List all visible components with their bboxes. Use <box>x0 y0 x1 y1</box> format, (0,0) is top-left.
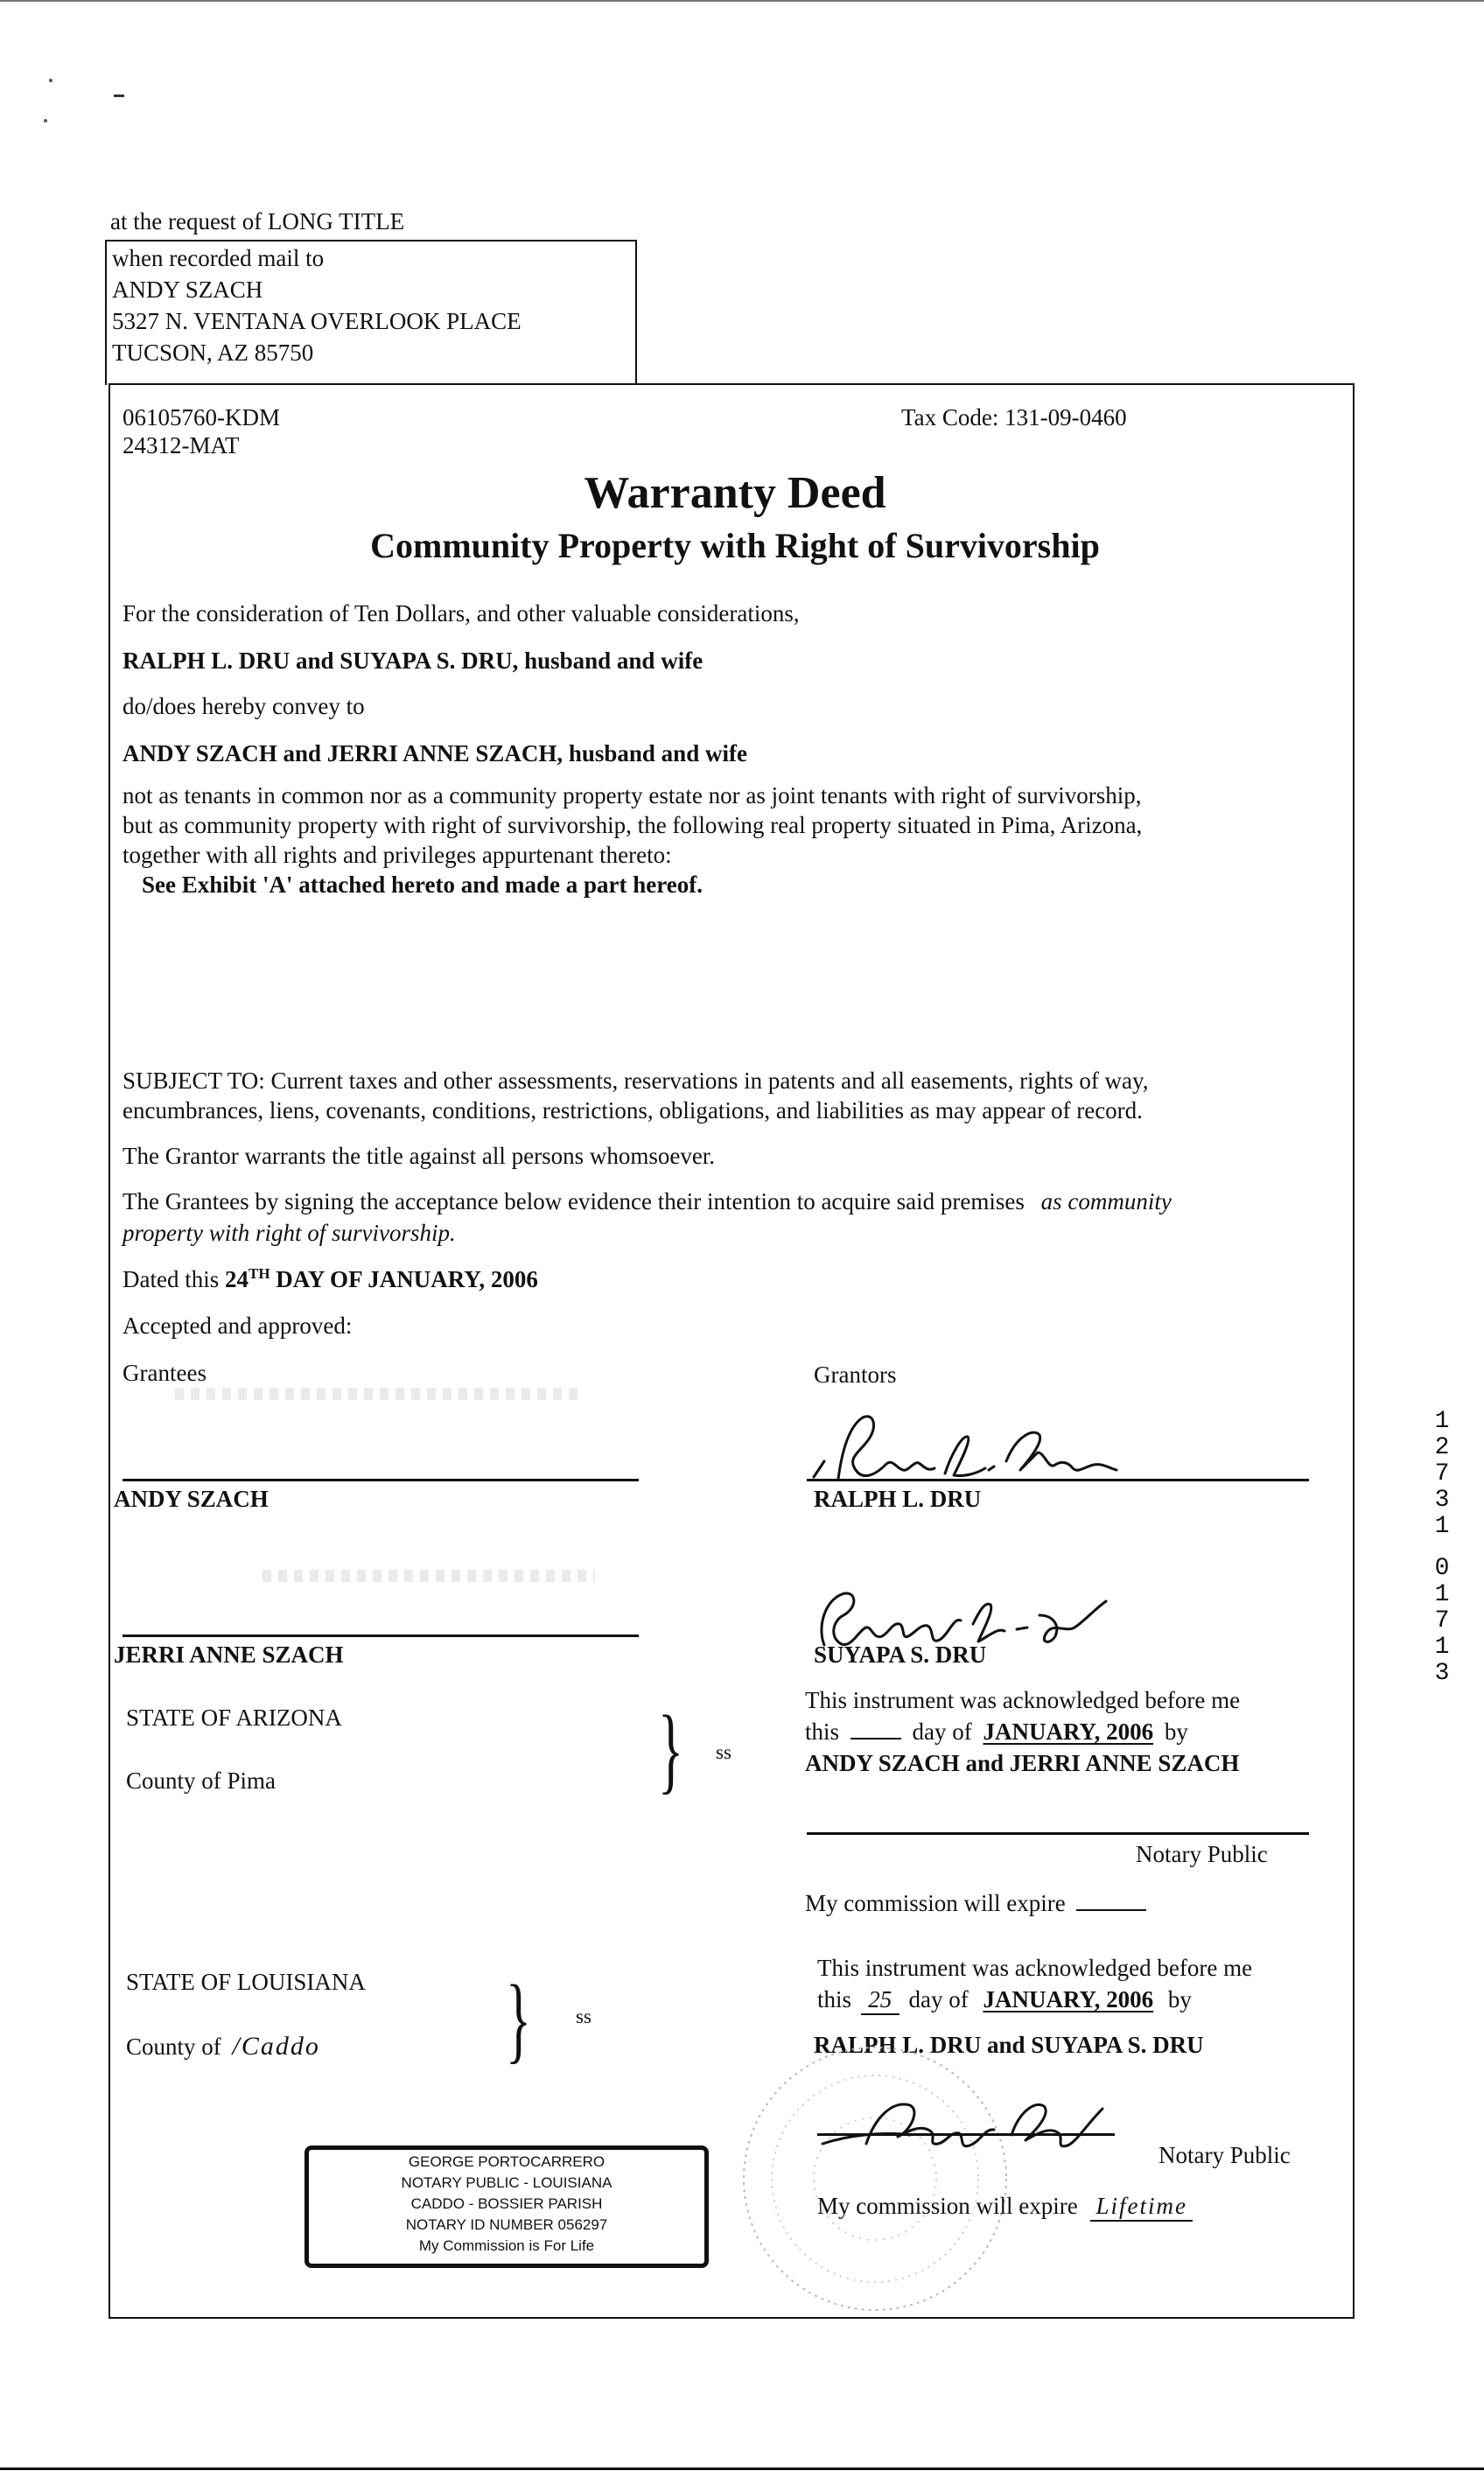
arizona-ack-month: JANUARY, 2006 <box>983 1718 1154 1745</box>
notary-stamp-line-1: GEORGE PORTOCARRERO <box>408 2153 606 2170</box>
grantors-label: Grantors <box>814 1362 897 1388</box>
louisiana-ss: ss <box>576 2006 592 2027</box>
arizona-ack-parties: ANDY SZACH and JERRI ANNE SZACH <box>805 1750 1240 1776</box>
louisiana-county-handwritten: /Caddo <box>232 2032 320 2061</box>
notary-embossed-seal <box>735 2039 1015 2319</box>
louisiana-ack-line-1: This instrument was acknowledged before me <box>817 1955 1253 1981</box>
arizona-ack-line-2 <box>805 1718 1188 1746</box>
margin-digit: 1 <box>1434 1513 1450 1540</box>
louisiana-ack-parties: RALPH L. DRU and SUYAPA S. DRU <box>814 2032 1204 2058</box>
louisiana-commission-handwritten: Lifetime <box>1090 2193 1193 2222</box>
tenancy-line-2: but as community property with right of survivorship, the following real property situated in Pima, Arizona, <box>122 812 1143 838</box>
accepted-approved: Accepted and approved: <box>122 1312 353 1339</box>
scan-speck <box>49 79 52 82</box>
margin-digit: 7 <box>1434 1607 1450 1634</box>
acceptance-line-1 <box>122 1188 1172 1215</box>
louisiana-county <box>126 2032 320 2062</box>
louisiana-county-prefix: County of <box>126 2034 221 2060</box>
deed-subtitle: Community Property with Right of Survivorship <box>370 526 1100 565</box>
acceptance-italic-1: as community <box>1040 1188 1172 1214</box>
subject-to-line-1: SUBJECT TO: Current taxes and other assessments, reservations in patents and all easements, rights of way, <box>122 1068 1149 1094</box>
faint-ghost-text <box>262 1570 595 1582</box>
louisiana-commission-text: My commission will expire <box>817 2193 1078 2219</box>
notary-stamp-line-5: My Commission is For Life <box>418 2237 595 2254</box>
tenancy-line-1: not as tenants in common nor as a community property estate nor as joint tenants with right of survivorship, <box>122 782 1142 808</box>
notary-stamp-line-3: CADDO - BOSSIER PARISH <box>410 2195 603 2212</box>
tax-code: Tax Code: 131-09-0460 <box>901 404 1127 430</box>
louisiana-brace: } <box>506 1965 532 2072</box>
top-border-line <box>0 0 1484 2</box>
dated-day: 24 <box>224 1266 248 1292</box>
faint-ghost-text <box>175 1388 578 1400</box>
louisiana-ack-day-of: day of <box>908 1986 969 2012</box>
louisiana-state: STATE OF LOUISIANA <box>126 1969 366 1995</box>
escrow-number: 24312-MAT <box>122 432 240 458</box>
margin-digit: 0 <box>1434 1555 1450 1582</box>
mail-to-label: when recorded mail to <box>112 245 325 271</box>
arizona-commission-blank <box>1076 1909 1146 1911</box>
deed-title: Warranty Deed <box>584 468 886 518</box>
grantee-2-name: JERRI ANNE SZACH <box>114 1642 344 1668</box>
request-line: at the request of LONG TITLE <box>110 208 405 234</box>
arizona-county: County of Pima <box>126 1768 276 1794</box>
grantor-1-signature <box>805 1400 1120 1496</box>
arizona-brace: } <box>658 1696 684 1802</box>
warranty-text: The Grantor warrants the title against all persons whomsoever. <box>122 1143 716 1169</box>
acceptance-italic-2: property with right of survivorship. <box>122 1220 456 1246</box>
tenancy-line-3: together with all rights and privileges appurtenant thereto: <box>122 842 672 868</box>
arizona-notary-line <box>807 1832 1309 1835</box>
order-number: 06105760-KDM <box>122 404 280 430</box>
acceptance-text: The Grantees by signing the acceptance below evidence their intention to acquire said premises <box>122 1188 1025 1214</box>
louisiana-notary-public: Notary Public <box>1158 2142 1291 2168</box>
margin-digit: 1 <box>1434 1581 1450 1608</box>
arizona-state: STATE OF ARIZONA <box>126 1704 342 1731</box>
consideration-text: For the consideration of Ten Dollars, and other valuable considerations, <box>122 600 800 626</box>
louisiana-notary-line <box>817 2133 1115 2136</box>
margin-digit: 2 <box>1434 1434 1450 1461</box>
notary-stamp-line-2: NOTARY PUBLIC - LOUISIANA <box>401 2174 612 2191</box>
dated-line <box>122 1265 538 1293</box>
dated-rest: DAY OF JANUARY, 2006 <box>270 1266 538 1292</box>
dated-suffix: TH <box>248 1265 270 1282</box>
arizona-ack-by: by <box>1164 1718 1188 1745</box>
arizona-ss: ss <box>716 1741 732 1763</box>
arizona-ack-day-of: day of <box>912 1718 972 1745</box>
louisiana-notary-signature <box>814 2082 1120 2161</box>
arizona-commission <box>805 1890 1146 1917</box>
notary-stamp-line-4: NOTARY ID NUMBER 056297 <box>405 2216 608 2233</box>
margin-digit: 1 <box>1434 1408 1450 1435</box>
grantor-1-name: RALPH L. DRU <box>814 1486 982 1512</box>
dated-prefix: Dated this <box>122 1266 225 1292</box>
louisiana-ack-day-handwritten: 25 <box>861 1986 900 2015</box>
mail-to-street: 5327 N. VENTANA OVERLOOK PLACE <box>112 308 522 334</box>
grantee-1-signature-line <box>122 1479 639 1481</box>
convey-text: do/does hereby convey to <box>122 693 365 719</box>
subject-to-line-2: encumbrances, liens, covenants, conditions, restrictions, obligations, and liabilities as may appear of record. <box>122 1097 1143 1124</box>
grantees-label: Grantees <box>122 1360 206 1386</box>
arizona-notary-public: Notary Public <box>1136 1841 1268 1867</box>
mail-to-city: TUCSON, AZ 85750 <box>112 340 314 366</box>
scan-speck <box>114 94 124 97</box>
grantee-2-signature-line <box>122 1634 639 1637</box>
louisiana-commission <box>817 2193 1193 2222</box>
grantors-text: RALPH L. DRU and SUYAPA S. DRU, husband and wife <box>122 648 704 674</box>
louisiana-ack-month: JANUARY, 2006 <box>983 1986 1154 2012</box>
louisiana-ack-by: by <box>1167 1986 1192 2012</box>
scan-speck <box>44 119 47 122</box>
grantees-text: ANDY SZACH and JERRI ANNE SZACH, husband and wife <box>122 740 747 766</box>
mail-to-name: ANDY SZACH <box>112 276 263 303</box>
margin-digit: 1 <box>1434 1634 1450 1661</box>
louisiana-ack-line-2 <box>817 1986 1192 2015</box>
arizona-day-blank <box>850 1738 901 1740</box>
arizona-ack-line-1: This instrument was acknowledged before me <box>805 1687 1241 1713</box>
arizona-commission-text: My commission will expire <box>805 1890 1066 1916</box>
exhibit-text: See Exhibit 'A' attached hereto and made a part hereof. <box>142 872 703 898</box>
margin-recording-number <box>1424 1409 1460 1687</box>
grantor-2-name: SUYAPA S. DRU <box>814 1642 987 1668</box>
margin-digit: 3 <box>1434 1487 1450 1514</box>
arizona-ack-this: this <box>805 1718 840 1745</box>
grantee-1-name: ANDY SZACH <box>114 1486 269 1512</box>
notary-stamp <box>304 2146 709 2268</box>
louisiana-ack-this: this <box>817 1986 852 2012</box>
margin-digit: 3 <box>1434 1660 1450 1687</box>
scan-bottom-edge <box>0 2468 1484 2470</box>
margin-digit: 7 <box>1434 1460 1450 1488</box>
